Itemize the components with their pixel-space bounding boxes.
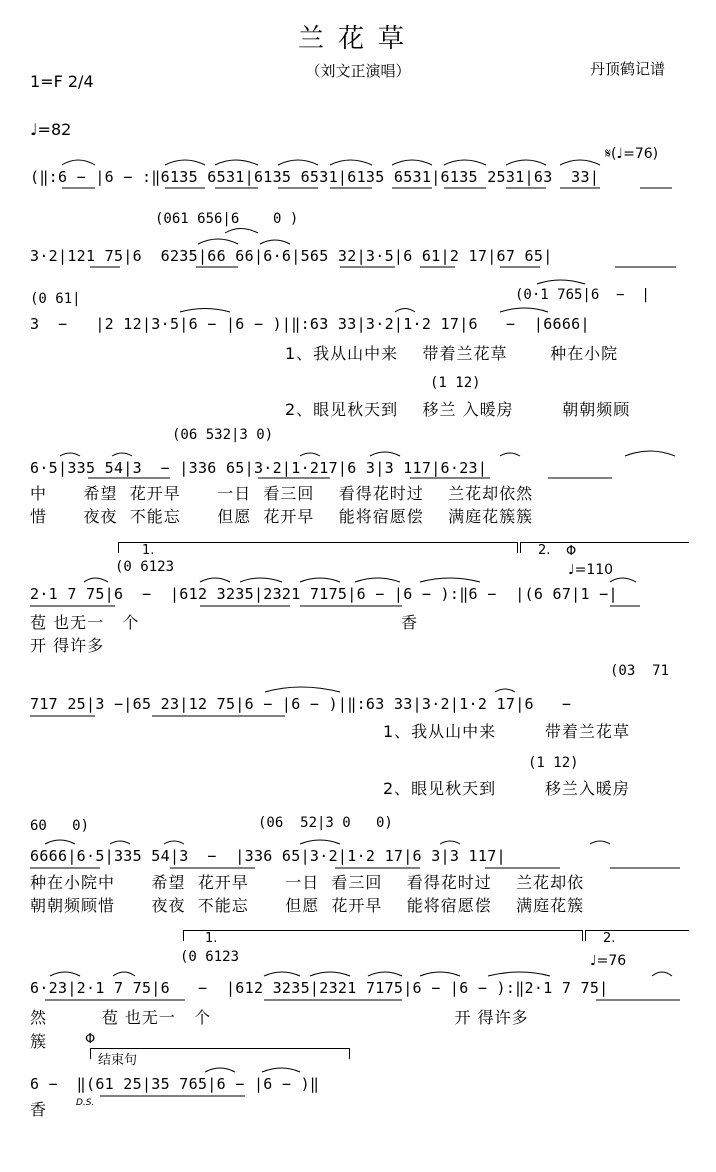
volta-bracket-1 bbox=[118, 542, 518, 553]
coda-sign: Φ bbox=[566, 544, 577, 559]
tempo-initial: ♩=82 bbox=[30, 120, 72, 139]
lyric-verse2-line6: 2、眼见秋天到 移兰入暖房 bbox=[383, 779, 630, 798]
lyric-verse1-line4: 中 希望 花开早 一日 看三回 看得花时过 兰花却依然 bbox=[30, 484, 534, 503]
score-line-4: 6·5|335 54|3 − |336 65|3·2|1·217|6 3|3 117|6·23| bbox=[30, 459, 488, 477]
inner-voice-7a: 60 0) bbox=[30, 818, 90, 834]
lyric-verse1-line3: 1、我从山中来 带着兰花草 种在小院 bbox=[285, 344, 619, 363]
inner-voice-3a: (0 61| bbox=[30, 291, 81, 307]
inner-voice-3b: (0·1 765|6 − | bbox=[515, 287, 650, 303]
score-line-1: (‖:6 − |6 − :‖6135 6531|6135 6531|6135 6531|6135 2531|63 33| bbox=[30, 168, 600, 186]
song-title: 兰花草 bbox=[297, 24, 418, 54]
inner-voice-8: (0 6123 bbox=[180, 949, 240, 965]
lyric-verse1-line5: 苞 也无一 个 香 bbox=[30, 613, 419, 632]
score-line-3: 3 − |2 12|3·5|6 − |6 − )|‖:63 33|3·2|1·2 17|6 − |6666| bbox=[30, 315, 590, 333]
score-line-2: 3·2|121 75|6 6235|66 66|6·6|565 32|3·5|6 61|2 17|67 65| bbox=[30, 247, 553, 265]
volta-2-label: 2. bbox=[538, 543, 551, 558]
performer-note: （刘文正演唱） bbox=[305, 62, 411, 80]
lyric-verse1-line8: 然 苞 也无一 个 开 得许多 bbox=[30, 1008, 529, 1027]
ending-label: 结束句 bbox=[98, 1053, 138, 1068]
inner-voice-5: (0 6123 bbox=[115, 559, 175, 575]
arranger-credit: 丹顶鹤记谱 bbox=[590, 60, 666, 78]
volta-1b-label: 1. bbox=[205, 931, 218, 946]
score-line-8: 6·23|2·1 7 75|6 − |612 3235|2321 7175|6 − |6 − ):‖2·1 7 75| bbox=[30, 979, 609, 997]
inner-voice-3c: (1 12) bbox=[430, 375, 481, 391]
score-line-7: 6666|6·5|335 54|3 − |336 65|3·2|1·2 17|6 3|3 117| bbox=[30, 847, 506, 865]
inner-voice-6b: (1 12) bbox=[528, 755, 579, 771]
inner-voice-7b: (06 52|3 0 0) bbox=[258, 815, 393, 831]
lyric-verse2-line5: 开 得许多 bbox=[30, 636, 105, 655]
key-meter: 1=F 2/4 bbox=[30, 72, 94, 91]
inner-voice-4: (06 532|3 0) bbox=[172, 427, 274, 443]
lyric-ending: 香 bbox=[30, 1100, 48, 1119]
lyric-verse2-line8: 簇 bbox=[30, 1032, 48, 1051]
volta-2b-label: 2. bbox=[603, 931, 616, 946]
score-line-5: 2·1 7 75|6 − |612 3235|2321 7175|6 − |6 − ):‖6 − |(6 67|1 −| bbox=[30, 585, 618, 603]
lyric-verse1-line7: 种在小院中 希望 花开早 一日 看三回 看得花时过 兰花却依 bbox=[30, 873, 585, 892]
score-line-ending: 6 − ‖(61 25|35 765|6 − |6 − )‖ bbox=[30, 1075, 320, 1093]
lyric-verse2-line4: 惜 夜夜 不能忘 但愿 花开早 能将宿愿偿 满庭花簇簇 bbox=[30, 507, 534, 526]
tempo-fast: ♩=110 bbox=[568, 562, 614, 578]
score-line-6: 717 25|3 −|65 23|12 75|6 − |6 − )|‖:63 33|3·2|1·2 17|6 − bbox=[30, 695, 581, 713]
tempo-end: ♩=76 bbox=[590, 953, 627, 969]
volta-1-label: 1. bbox=[142, 543, 155, 558]
volta-bracket-1b bbox=[183, 930, 583, 941]
lyric-verse1-line6: 1、我从山中来 带着兰花草 bbox=[383, 722, 630, 741]
inner-voice-2: (061 656|6 0 ) bbox=[155, 211, 299, 227]
ds-marking: D.S. bbox=[76, 1098, 95, 1108]
tempo-segno: 𝄋(♩=76) bbox=[605, 146, 659, 162]
volta-bracket-2b bbox=[585, 930, 689, 941]
lyric-verse2-line7: 朝朝频顾惜 夜夜 不能忘 但愿 花开早 能将宿愿偿 满庭花簇 bbox=[30, 896, 585, 915]
lyric-verse2-line3: 2、眼见秋天到 移兰 入暖房 朝朝频顾 bbox=[285, 400, 631, 419]
coda-sign-ending: Φ bbox=[85, 1032, 96, 1047]
inner-voice-6: (03 71 bbox=[610, 663, 670, 679]
